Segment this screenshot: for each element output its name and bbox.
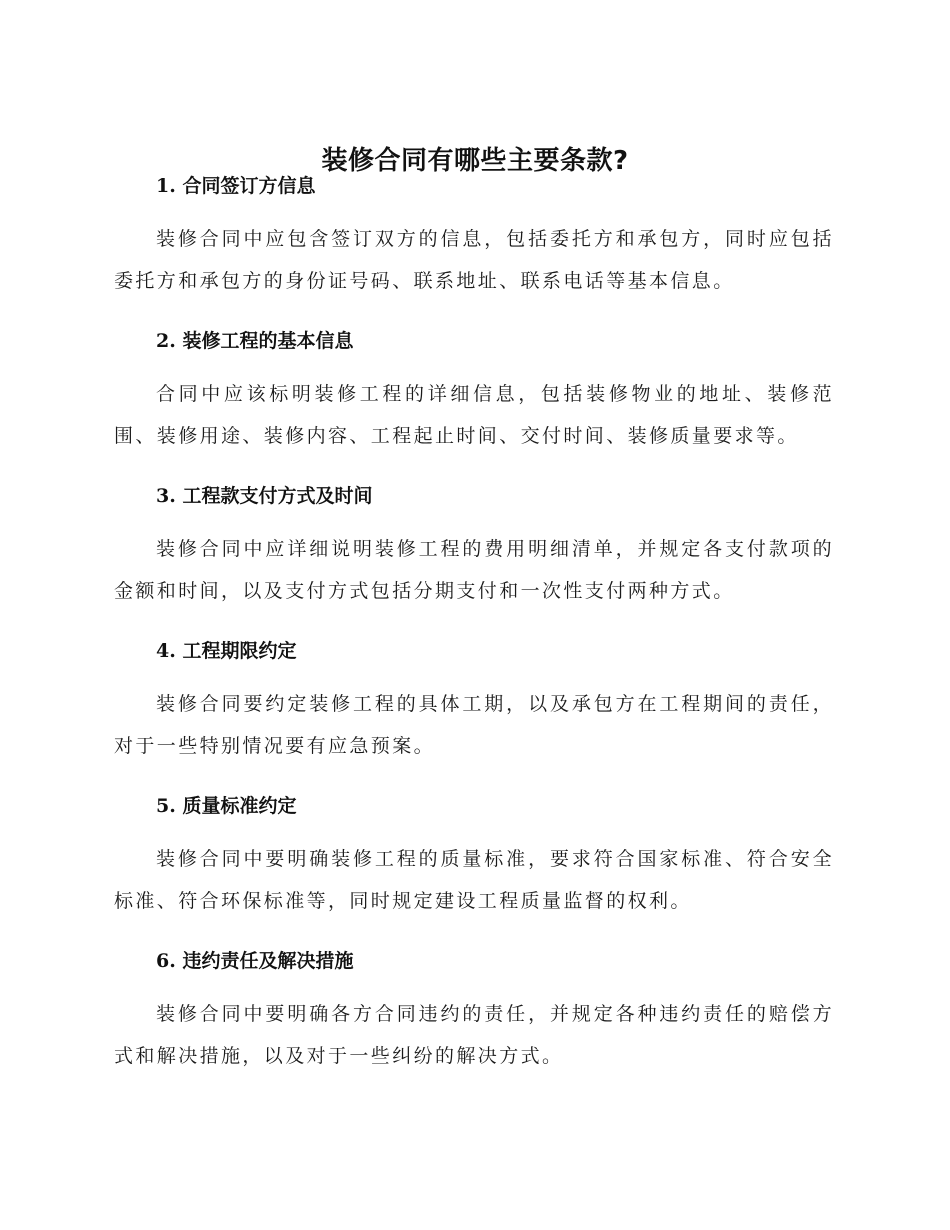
section-2 bbox=[114, 323, 834, 457]
section-4 bbox=[114, 633, 834, 767]
section-body: 装修合同要约定装修工程的具体工期，以及承包方在工程期间的责任，对于一些特别情况要有应急预案。 bbox=[114, 693, 834, 757]
section-heading: 1. 合同签订方信息 bbox=[156, 175, 316, 197]
section-heading: 6. 违约责任及解决措施 bbox=[156, 950, 354, 972]
section-heading: 5. 质量标准约定 bbox=[156, 795, 297, 817]
document-content bbox=[114, 168, 834, 1098]
section-body: 装修合同中应详细说明装修工程的费用明细清单，并规定各支付款项的金额和时间，以及支付方式包括分期支付和一次性支付两种方式。 bbox=[114, 538, 834, 602]
section-body: 装修合同中要明确各方合同违约的责任，并规定各种违约责任的赔偿方式和解决措施，以及对于一些纠纷的解决方式。 bbox=[114, 1003, 834, 1067]
section-1 bbox=[114, 168, 834, 302]
document-title: 装修合同有哪些主要条款? bbox=[321, 146, 629, 177]
section-body: 装修合同中要明确装修工程的质量标准，要求符合国家标准、符合安全标准、符合环保标准等，同时规定建设工程质量监督的权利。 bbox=[114, 848, 834, 912]
section-5 bbox=[114, 788, 834, 922]
section-heading: 4. 工程期限约定 bbox=[156, 640, 297, 662]
section-3 bbox=[114, 478, 834, 612]
section-body: 装修合同中应包含签订双方的信息，包括委托方和承包方，同时应包括委托方和承包方的身份证号码、联系地址、联系电话等基本信息。 bbox=[114, 228, 834, 292]
section-heading: 3. 工程款支付方式及时间 bbox=[156, 485, 373, 507]
section-body: 合同中应该标明装修工程的详细信息，包括装修物业的地址、装修范围、装修用途、装修内容、工程起止时间、交付时间、装修质量要求等。 bbox=[114, 383, 834, 447]
section-6 bbox=[114, 943, 834, 1077]
section-heading: 2. 装修工程的基本信息 bbox=[156, 330, 354, 352]
